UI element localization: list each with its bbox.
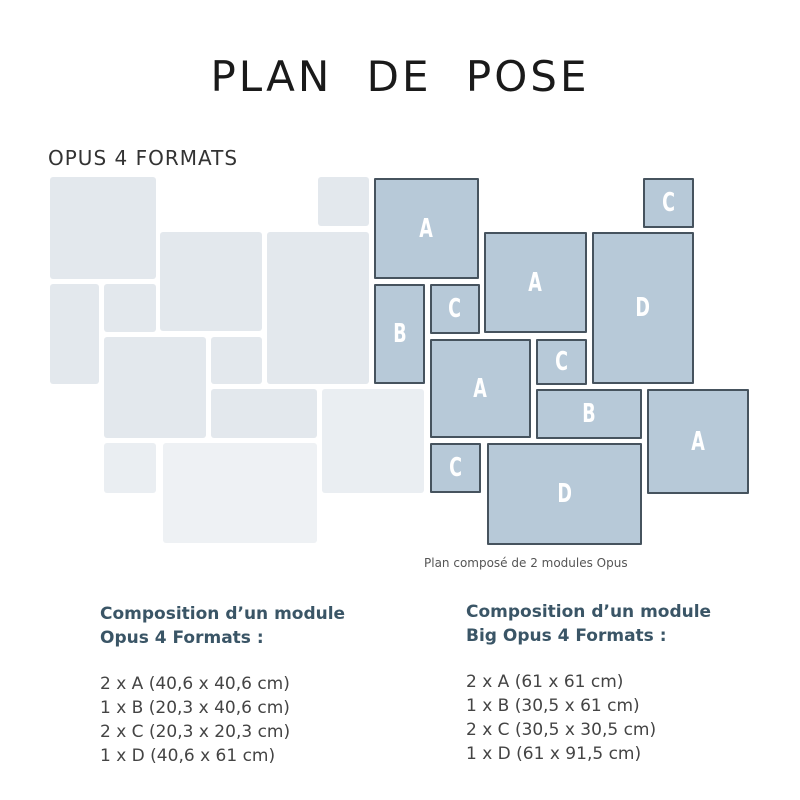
module-heading: Composition d’un module Opus 4 Formats : xyxy=(100,604,346,648)
ghost-tile xyxy=(104,284,156,332)
module-heading: Composition d’un module Big Opus 4 Formats : xyxy=(466,602,712,646)
list-item: 1 x B (30,5 x 61 cm) xyxy=(466,696,640,716)
ghost-tile xyxy=(50,177,156,279)
ghost-tile xyxy=(104,337,206,438)
tile-c: C xyxy=(430,284,480,334)
tile-a: A xyxy=(430,339,531,438)
list-item: 2 x C (30,5 x 30,5 cm) xyxy=(466,720,657,740)
module-composition-left xyxy=(100,602,345,768)
tile-b: B xyxy=(536,389,642,439)
tile-a: A xyxy=(374,178,479,279)
tile-b: B xyxy=(374,284,425,384)
module-item-list xyxy=(466,670,711,766)
ghost-tile xyxy=(211,337,262,384)
module-item-list xyxy=(100,672,345,768)
tile-c: C xyxy=(430,443,481,493)
list-item: 1 x D (61 x 91,5 cm) xyxy=(466,744,642,764)
ghost-tile xyxy=(318,177,369,226)
ghost-tile xyxy=(160,232,262,331)
ghost-tile xyxy=(50,284,99,384)
list-item: 2 x A (40,6 x 40,6 cm) xyxy=(100,674,290,694)
ghost-tile xyxy=(163,443,317,543)
list-item: 1 x B (20,3 x 40,6 cm) xyxy=(100,698,290,718)
tile-d: D xyxy=(487,443,642,545)
list-item: 1 x D (40,6 x 61 cm) xyxy=(100,746,276,766)
tile-a: A xyxy=(647,389,749,494)
tile-d: D xyxy=(592,232,694,384)
list-item: 2 x A (61 x 61 cm) xyxy=(466,672,624,692)
tile-c: C xyxy=(536,339,587,385)
pattern-subtitle: OPUS 4 FORMATS xyxy=(48,146,239,170)
module-composition-right xyxy=(466,600,711,766)
plan-caption: Plan composé de 2 modules Opus xyxy=(424,556,628,570)
ghost-tile xyxy=(211,389,317,438)
ghost-tile xyxy=(322,389,424,493)
list-item: 2 x C (20,3 x 20,3 cm) xyxy=(100,722,291,742)
ghost-tile xyxy=(267,232,369,384)
tile-a: A xyxy=(484,232,587,333)
page-title: PLAN DE POSE xyxy=(210,52,590,101)
ghost-tile xyxy=(104,443,156,493)
tile-c: C xyxy=(643,178,694,228)
